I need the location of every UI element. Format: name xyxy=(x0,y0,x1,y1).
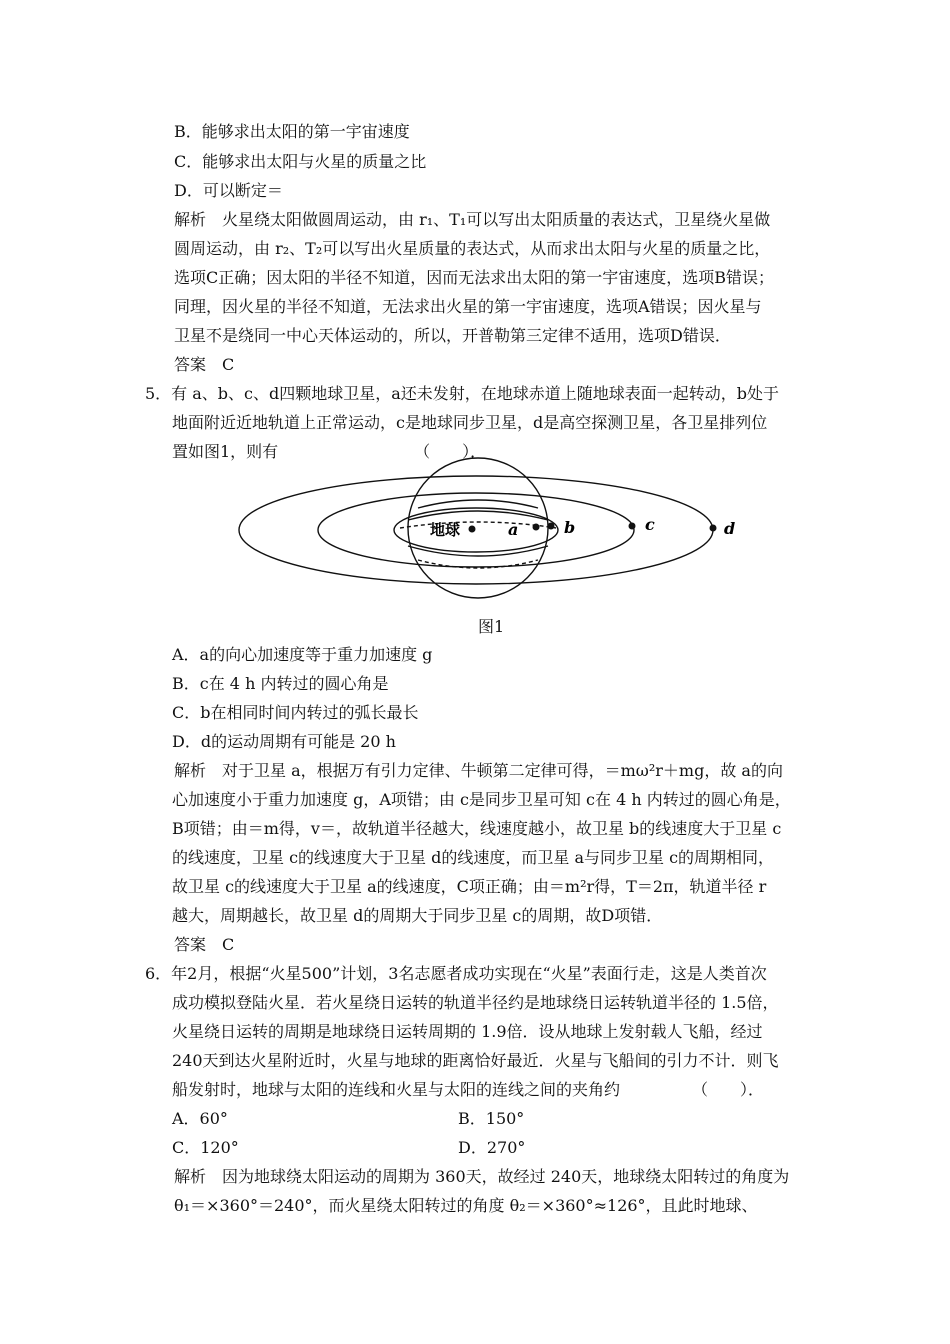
analysis-line: 解析 火星绕太阳做圆周运动，由 r₁、T₁可以写出太阳质量的表达式，卫星绕火星做 xyxy=(174,210,771,229)
orbit-figure xyxy=(0,450,950,610)
option-d: D．可以断定＝ xyxy=(174,181,283,200)
question-6-stem: 船发射时，地球与太阳的连线和火星与太阳的连线之间的夹角约 （ ）． xyxy=(172,1080,765,1099)
analysis-line: 选项C正确；因太阳的半径不知道，因而无法求出太阳的第一宇宙速度，选项B错误； xyxy=(174,268,775,287)
analysis-line: θ₁＝×360°＝240°，而火星绕太阳转过的角度 θ₂＝×360°≈126°，且此时地球、 xyxy=(174,1196,758,1215)
analysis-line: 同理，因火星的半径不知道，无法求出火星的第一宇宙速度，选项A错误；因火星与 xyxy=(174,297,762,316)
option-d: D．d的运动周期有可能是 20 h xyxy=(172,732,396,751)
analysis-line: 的线速度，卫星 c的线速度大于卫星 d的线速度，而卫星 a与同步卫星 c的周期相同， xyxy=(172,848,775,867)
analysis-line: 越大，周期越长，故卫星 d的周期大于同步卫星 c的周期，故D项错． xyxy=(172,906,663,925)
question-5-stem: 置如图1，则有 （ ）． xyxy=(172,442,487,461)
question-5-stem: 地面附近近地轨道上正常运动，c是地球同步卫星，d是高空探测卫星，各卫星排列位 xyxy=(172,413,768,432)
option-b: B．c在 4 h 内转过的圆心角是 xyxy=(172,674,389,693)
analysis-line: 故卫星 c的线速度大于卫星 a的线速度，C项正确；由＝m²r得，T＝2π，轨道半径 r xyxy=(172,877,767,896)
question-6-stem: 火星绕日运转的周期是地球绕日运转周期的 1.9倍．设从地球上发射载人飞船，经过 xyxy=(172,1022,763,1041)
question-6-stem: 240天到达火星附近时，火星与地球的距离恰好最近．火星与飞船间的引力不计．则飞 xyxy=(172,1051,779,1070)
label-d: d xyxy=(724,519,736,538)
option-b: B．能够求出太阳的第一宇宙速度 xyxy=(174,122,410,141)
analysis-line: B项错；由＝m得，v＝，故轨道半径越大，线速度越小，故卫星 b的线速度大于卫星 c xyxy=(172,819,782,838)
option-c: C．120° xyxy=(172,1138,239,1157)
option-a: A．60° xyxy=(172,1109,228,1128)
question-6-stem: 成功模拟登陆火星．若火星绕日运转的轨道半径约是地球绕日运转轨道半径的 1.5倍， xyxy=(172,993,779,1012)
option-b: B．150° xyxy=(458,1109,525,1128)
option-c: C．b在相同时间内转过的弧长最长 xyxy=(172,703,419,722)
option-d: D．270° xyxy=(458,1138,526,1157)
option-a: A．a的向心加速度等于重力加速度 g xyxy=(172,645,433,664)
option-c: C．能够求出太阳与火星的质量之比 xyxy=(174,152,427,171)
figure-caption: 图1 xyxy=(478,617,505,636)
answer: 答案 C xyxy=(174,355,235,374)
analysis-line: 卫星不是绕同一中心天体运动的，所以，开普勒第三定律不适用，选项D错误． xyxy=(174,326,731,345)
label-c: c xyxy=(645,515,655,534)
question-6-stem: 6．年2月，根据“火星500”计划，3名志愿者成功实现在“火星”表面行走，这是人类首次 xyxy=(145,964,767,983)
analysis-line: 解析 对于卫星 a，根据万有引力定律、牛顿第二定律可得，＝mω²r＋mg，故 a的向 xyxy=(174,761,783,780)
label-b: b xyxy=(564,518,576,537)
answer: 答案 C xyxy=(174,935,235,954)
question-5-stem: 5．有 a、b、c、d四颗地球卫星，a还未发射，在地球赤道上随地球表面一起转动，b处于 xyxy=(145,384,780,403)
label-a: a xyxy=(508,520,519,539)
analysis-line: 心加速度小于重力加速度 g，A项错；由 c是同步卫星可知 c在 4 h 内转过的圆心角是， xyxy=(172,790,791,809)
analysis-line: 圆周运动，由 r₂、T₂可以写出火星质量的表达式，从而求出太阳与火星的质量之比， xyxy=(174,239,771,258)
earth-label: 地球 xyxy=(430,521,461,539)
analysis-line: 解析 因为地球绕太阳运动的周期为 360天，故经过 240天，地球绕太阳转过的角度为 xyxy=(174,1167,790,1186)
